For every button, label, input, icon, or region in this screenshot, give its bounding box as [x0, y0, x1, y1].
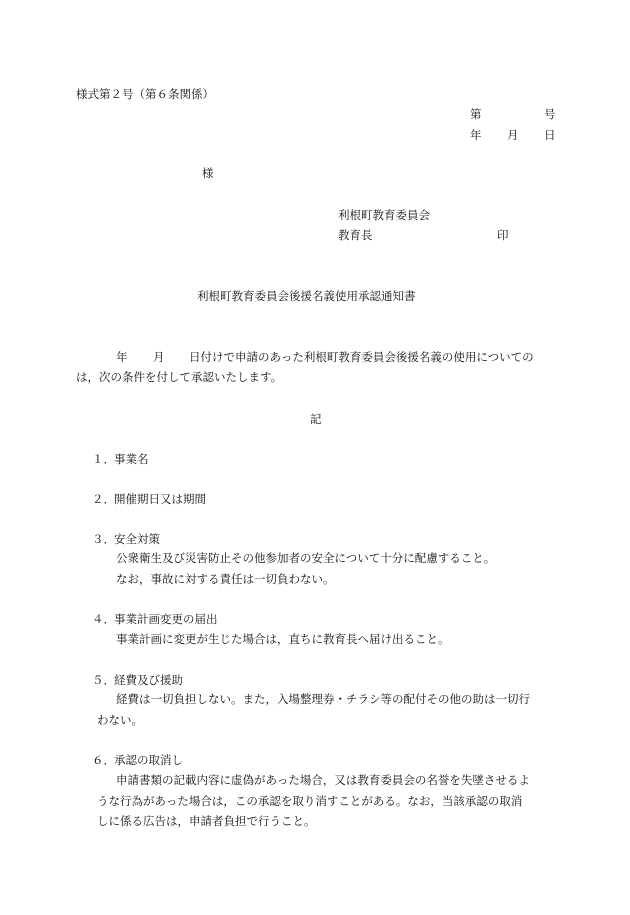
issuer-org: 利根町教育委員会 — [338, 208, 430, 222]
doc-number-dai: 第 — [470, 107, 482, 121]
item-3-heading: 安全対策 — [114, 532, 160, 546]
item-3-number: ３． — [92, 532, 115, 546]
intro-month: 月 — [153, 350, 165, 364]
addressee-suffix: 様 — [202, 166, 214, 180]
item-2-heading: 開催期日又は期間 — [114, 492, 206, 506]
item-4-heading: 事業計画変更の届出 — [114, 612, 218, 626]
ki-heading: 記 — [310, 412, 322, 426]
intro-line1: 日付けで申請のあった利根町教育委員会後援名義の使用についての — [189, 350, 534, 364]
item-3-line-2: なお，事故に対する責任は一切負わない。 — [116, 572, 335, 586]
date-year: 年 — [470, 128, 482, 142]
item-6-number: ６． — [92, 753, 115, 767]
item-6-heading: 承認の取消し — [114, 753, 183, 767]
item-5-number: ５． — [92, 673, 115, 687]
item-5-heading: 経費及び援助 — [114, 673, 183, 687]
item-4-number: ４． — [92, 612, 115, 626]
item-5-line-2: わない。 — [97, 713, 143, 727]
date-month: 月 — [507, 128, 519, 142]
item-6-line-1: 申請書類の記載内容に虚偽があった場合，又は教育委員会の名誉を失墜させるよ — [116, 773, 530, 787]
intro-line2: は，次の条件を付して承認いたします。 — [76, 370, 283, 384]
issuer-title: 教育長 — [338, 228, 373, 242]
document-title: 利根町教育委員会後援名義使用承認通知書 — [197, 289, 416, 303]
item-1-heading: 事業名 — [114, 452, 149, 466]
item-4-line-1: 事業計画に変更が生じた場合は，直ちに教育長へ届け出ること。 — [116, 632, 450, 646]
item-6-line-3: しに係る広告は，申請者負担で行うこと。 — [97, 814, 316, 828]
item-5-line-1: 経費は一切負担しない。また，入場整理券・チラシ等の配付その他の助は一切行 — [116, 692, 530, 706]
form-id: 様式第２号（第６条関係） — [76, 87, 214, 101]
item-2-number: ２． — [92, 492, 115, 506]
date-day: 日 — [544, 128, 556, 142]
item-6-line-2: うな行為があった場合は，この承認を取り消すことがある。なお，当該承認の取消 — [97, 794, 523, 808]
doc-number-go: 号 — [544, 107, 556, 121]
item-1-number: １． — [92, 452, 115, 466]
item-3-line-1: 公衆衛生及び災害防止その他参加者の安全について十分に配慮すること。 — [116, 551, 496, 565]
issuer-seal: 印 — [497, 228, 509, 242]
intro-year: 年 — [116, 350, 128, 364]
